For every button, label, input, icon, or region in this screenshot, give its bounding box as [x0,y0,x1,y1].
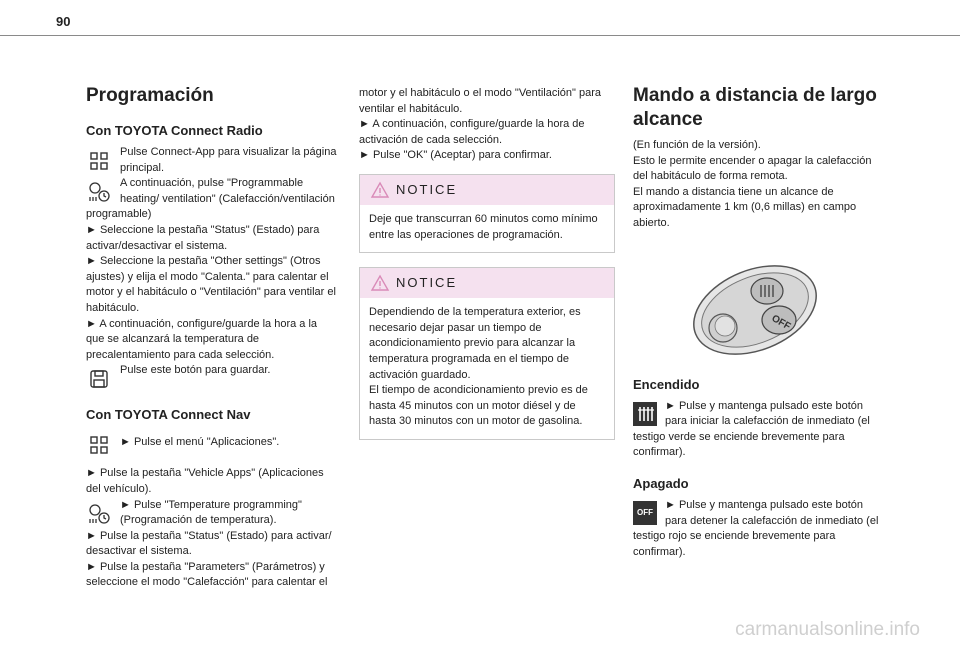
notice-header [360,268,614,298]
paragraph: ► Pulse el menú "Aplicaciones". [120,436,280,449]
paragraph: ► Pulse "Temperature programming" (Programación de temperatura). [120,498,302,527]
watermark: carmanualsonline.info [735,619,920,640]
paragraph: ► Pulse la pestaña "Vehicle Apps" (Aplicaciones del vehículo). [86,467,324,495]
apps-grid-icon [86,148,112,174]
section-title-mando: Mando a distancia de largo alcance [633,85,877,130]
notice-header [360,175,614,205]
subsection-title-radio: Con TOYOTA Connect Radio [86,123,263,138]
paragraph: ► Pulse "OK" (Aceptar) para confirmar. [359,149,552,162]
header-divider [0,35,960,36]
paragraph: ► Seleccione la pestaña "Other settings" (Otros ajustes) y elija el modo "Calenta." para calentar el motor y el habitáculo o "Ventilación" para ventilar el habitáculo. [86,255,336,314]
warning-icon [370,181,390,199]
column-2 [359,86,615,440]
paragraph: El mando a distancia tiene un alcance de aproximadamente 1 km (0,6 millas) en campo abierto. [633,185,857,229]
notice-text: Deje que transcurran 60 minutos como mínimo entre las operaciones de programación. [369,212,598,241]
paragraph: ► Pulse y mantenga pulsado este botón para iniciar la calefacción de inmediato (el testigo verde se enciende brevemente para confirmar). [633,399,870,459]
paragraph: ► Pulse la pestaña "Status" (Estado) para activar/ desactivar el sistema. [86,529,332,558]
paragraph: ► A continuación, configure/guarde la hora a la que se alcanzará la temperatura de precalentamiento para cada selección. [86,317,318,361]
save-icon [86,366,112,392]
section-title-programacion: Programación [86,85,214,106]
notice-text: Dependiendo de la temperatura exterior, es necesario dejar pasar un tiempo de acondicionamiento previo para alcanzar la temperatura programada en el tiempo de activación guardado. [369,306,581,381]
subsection-title-apagado: Apagado [633,475,689,491]
column-1 [86,84,338,591]
paragraph: ► A continuación, configure/guarde la hora de activación de cada selección. [359,118,585,146]
heater-on-icon [633,402,657,426]
paragraph: motor y el habitáculo o el modo "Ventilación" para ventilar el habitáculo. [359,87,602,115]
heating-ventilation-icon [86,179,112,205]
subsection-title-encendido: Encendido [633,376,700,392]
paragraph: ► Pulse la pestaña "Parameters" (Parámetros) y seleccione el modo "Calefacción" para calentar el [86,560,328,589]
paragraph: Pulse este botón para guardar. [120,364,271,377]
apps-grid-icon [86,432,112,458]
paragraph: Pulse Connect-App para visualizar la página principal. [120,146,337,174]
paragraph: ► Seleccione la pestaña "Status" (Estado) para activar/desactivar el sistema. [86,223,320,252]
warning-icon [370,274,390,292]
paragraph: (En función de la versión). [633,139,761,151]
remote-control-illustration [685,252,825,362]
notice-label: NOTICE [396,181,458,197]
paragraph: ► Pulse y mantenga pulsado este botón para detener la calefacción de inmediato (el testigo rojo se enciende brevemente para confirmar). [633,498,879,558]
notice-box [359,267,615,440]
notice-box [359,174,615,253]
notice-text: El tiempo de acondicionamiento previo es de hasta 45 minutos con un motor diésel y de hasta 30 minutos con un motor de gasolina. [369,384,588,428]
paragraph: A continuación, pulse "Programmable heating/ ventilation" (Calefacción/ventilación programable) [86,177,335,221]
column-3 [633,84,885,560]
heating-ventilation-icon [86,501,112,527]
paragraph: Esto le permite encender o apagar la calefacción del habitáculo de forma remota. [633,154,872,183]
subsection-title-nav: Con TOYOTA Connect Nav [86,407,251,423]
notice-label: NOTICE [396,275,458,291]
page-number: 90 [56,14,71,29]
svg-text:OFF: OFF [769,312,793,333]
heater-off-icon: OFF [633,501,657,525]
